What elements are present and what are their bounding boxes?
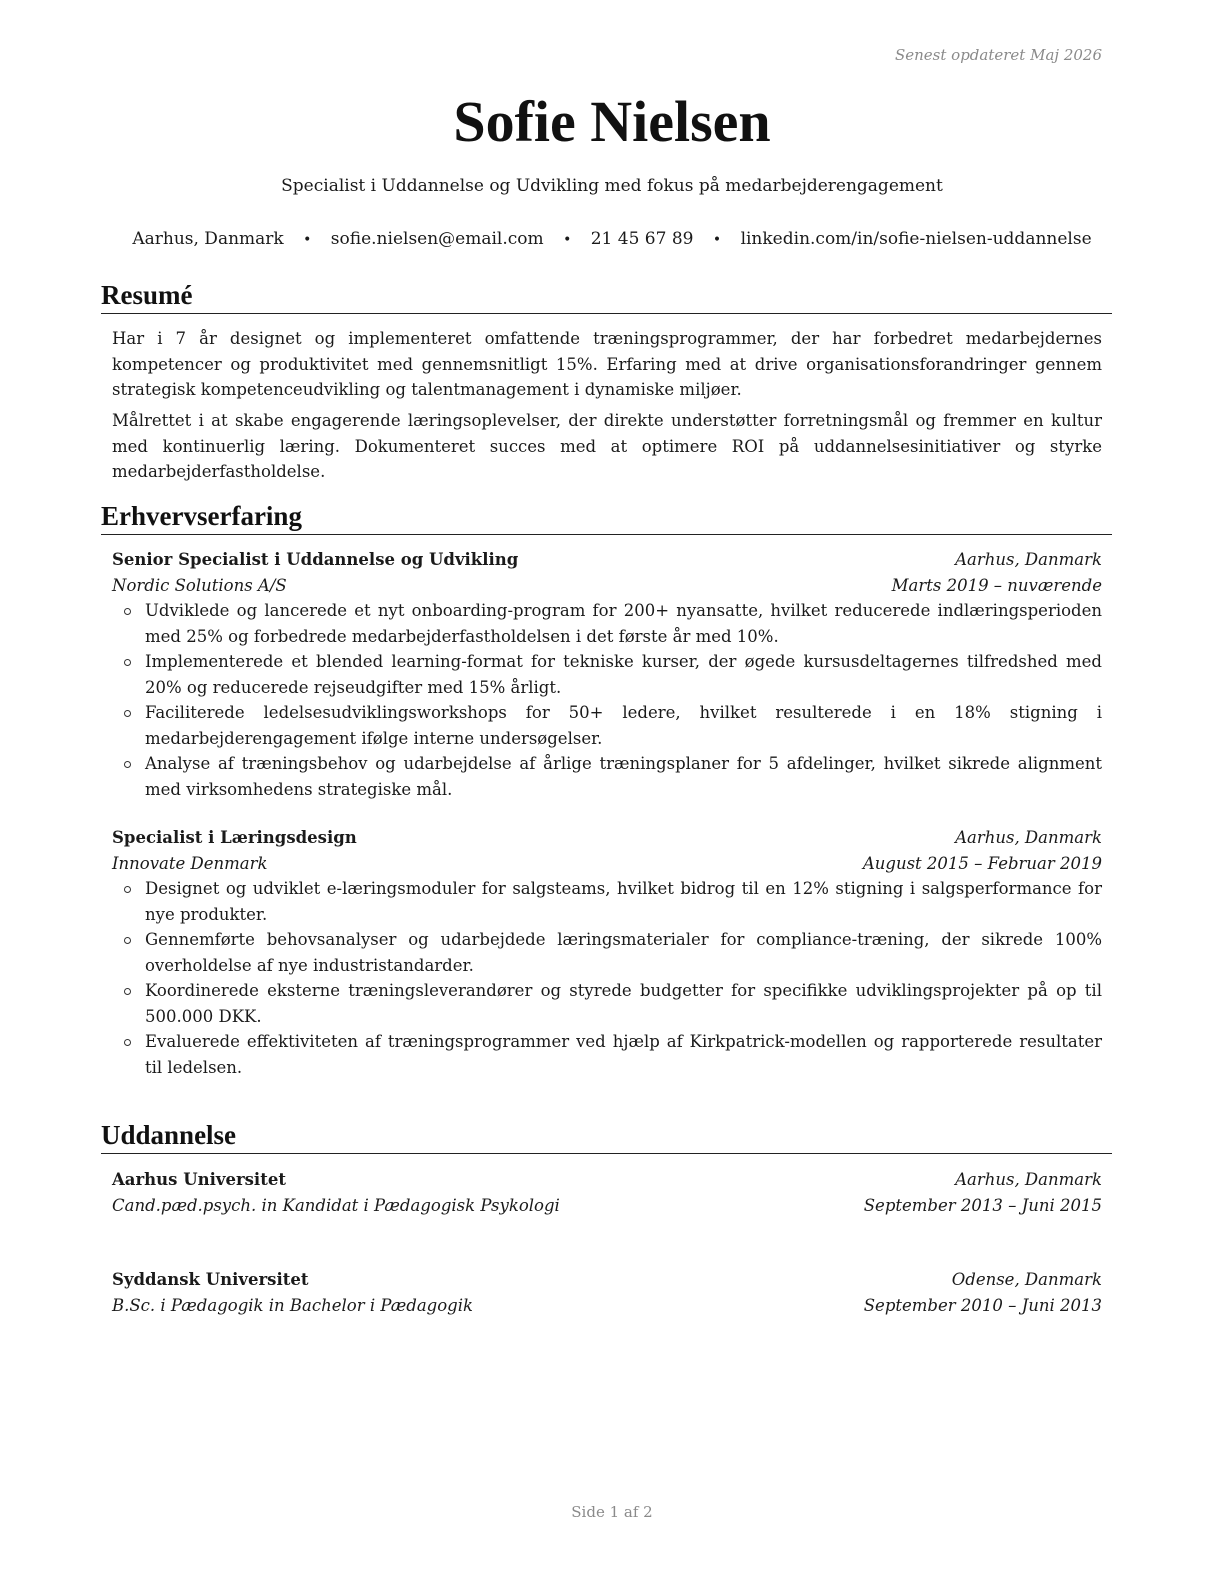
section-title-education: Uddannelse	[101, 1121, 1112, 1154]
separator-bullet: •	[712, 232, 722, 248]
list-item: Koordinerede eksterne træningsleverandører og styrede budgetter for specifikke udviklingsprojekter på op til 500.000 DKK.	[112, 978, 1102, 1029]
school-degree: B.Sc. i Pædagogik in Bachelor i Pædagogik	[112, 1295, 473, 1315]
contact-linkedin[interactable]: linkedin.com/in/sofie-nielsen-uddannelse	[740, 229, 1092, 249]
last-updated: Senest opdateret Maj 2026	[894, 46, 1102, 64]
job-bullets	[112, 876, 1102, 1080]
tagline: Specialist i Uddannelse og Udvikling med fokus på medarbejderengagement	[281, 176, 943, 196]
list-item: Implementerede et blended learning-format for tekniske kurser, der øgede kursusdeltagernes tilfredshed med 20% og reducerede rejseudgifter med 15% årligt.	[112, 649, 1102, 700]
school-degree: Cand.pæd.psych. in Kandidat i Pædagogisk Psykologi	[112, 1195, 560, 1215]
section-title-summary: Resumé	[101, 281, 1112, 314]
contact-location: Aarhus, Danmark	[132, 229, 284, 249]
job-role: Specialist i Læringsdesign	[112, 828, 357, 847]
list-item: Faciliterede ledelsesudviklingsworkshops for 50+ ledere, hvilket resulterede i en 18% stigning i medarbejderengagement ifølge interne undersøgelser.	[112, 700, 1102, 751]
list-item: Udviklede og lancerede et nyt onboarding-program for 200+ nyansatte, hvilket reducerede indlæringsperioden med 25% og forbedrede medarbejderfastholdelsen i det første år med 10%.	[112, 598, 1102, 649]
job-company: Innovate Denmark	[112, 853, 268, 873]
contact-line	[0, 229, 1224, 249]
job-entry	[112, 547, 1102, 802]
candidate-name: Sofie Nielsen	[453, 89, 771, 154]
job-location: Aarhus, Danmark	[955, 828, 1102, 847]
education-entry	[112, 1167, 1102, 1218]
job-entry	[112, 825, 1102, 1080]
list-item: Evaluerede effektiviteten af træningsprogrammer ved hjælp af Kirkpatrick-modellen og rapporterede resultater til ledelsen.	[112, 1029, 1102, 1080]
school-name: Aarhus Universitet	[112, 1170, 286, 1189]
list-item: Analyse af træningsbehov og udarbejdelse af årlige træningsplaner for 5 afdelinger, hvilket sikrede alignment med virksomhedens strategiske mål.	[112, 751, 1102, 802]
page-number: Side 1 af 2	[571, 1503, 653, 1521]
education-entry	[112, 1267, 1102, 1318]
contact-phone[interactable]: 21 45 67 89	[590, 229, 694, 249]
school-name: Syddansk Universitet	[112, 1270, 309, 1289]
separator-bullet: •	[303, 232, 312, 248]
school-location: Odense, Danmark	[951, 1270, 1102, 1289]
school-dates: September 2013 – Juni 2015	[863, 1195, 1102, 1215]
contact-email[interactable]: sofie.nielsen@email.com	[330, 229, 544, 249]
job-bullets	[112, 598, 1102, 802]
separator-bullet: •	[563, 232, 572, 248]
summary-paragraph: Har i 7 år designet og implementeret omfattende træningsprogrammer, der har forbedret medarbejdernes kompetencer og produktivitet med gennemsnitligt 15%. Erfaring med at drive organisationsforandringer gennem strategisk kompetenceudvikling og talentmanagement i dynamiske miljøer.	[112, 329, 1102, 399]
list-item: Gennemførte behovsanalyser og udarbejdede læringsmaterialer for compliance-træning, der sikrede 100% overholdelse af nye industristandarder.	[112, 927, 1102, 978]
school-location: Aarhus, Danmark	[955, 1170, 1102, 1189]
job-company: Nordic Solutions A/S	[112, 575, 287, 595]
job-location: Aarhus, Danmark	[955, 550, 1102, 569]
job-dates: August 2015 – Februar 2019	[862, 853, 1102, 873]
summary-paragraph: Målrettet i at skabe engagerende læringsoplevelser, der direkte understøtter forretningsmål og fremmer en kultur med kontinuerlig læring. Dokumenteret succes med at optimere ROI på uddannelsesinitiativer og styrke medarbejderfastholdelse.	[112, 411, 1102, 481]
job-dates: Marts 2019 – nuværende	[891, 575, 1102, 595]
list-item: Designet og udviklet e-læringsmoduler for salgsteams, hvilket bidrog til en 12% stigning i salgsperformance for nye produkter.	[112, 876, 1102, 927]
school-dates: September 2010 – Juni 2013	[863, 1295, 1102, 1315]
job-role: Senior Specialist i Uddannelse og Udvikling	[112, 550, 519, 569]
section-title-experience: Erhvervserfaring	[101, 502, 1112, 535]
